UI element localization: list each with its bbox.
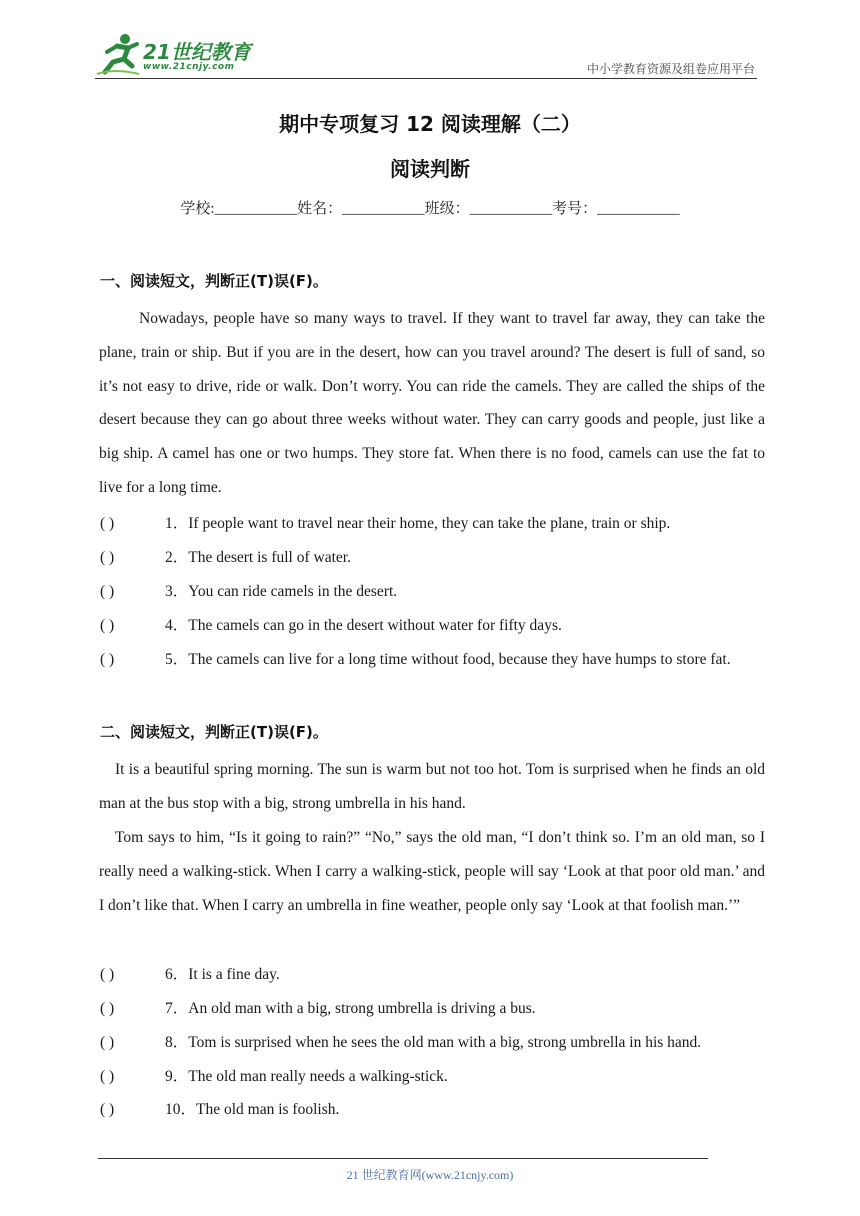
student-info-line: 学校:___________姓名：___________班级：___________考号：___________ [180,201,680,217]
answer-blank[interactable]: ( ) [100,966,115,983]
question-10 [100,1097,339,1119]
question-9 [100,1064,448,1086]
logo-url: www.21cnjy.com [143,62,235,72]
question-4 [100,613,562,635]
question-text: 10．The old man is foolish. [165,1101,340,1118]
answer-blank[interactable]: ( ) [100,617,115,634]
question-text: 7．An old man with a big, strong umbrella is driving a bus. [165,1000,536,1017]
question-7 [100,996,536,1018]
footer-divider [98,1158,708,1159]
footer-link[interactable]: 21 世纪教育网(www.21cnjy.com) [346,1168,514,1182]
question-text: 3．You can ride camels in the desert. [165,583,398,600]
question-1 [100,511,670,533]
question-6 [100,962,280,984]
section-2-passage-2: Tom says to him, “Is it going to rain?” “No,” says the old man, “I don’t think so. I’m an old man, so I really need a walking-stick. When I carry a walking-stick, people will say ‘Look at that poor old man.’ and I don’t like that. When I carry an umbrella in fine weather, people only say ‘Look at that foolish man.’” [99,829,765,914]
question-text: 8．Tom is surprised when he sees the old man with a big, strong umbrella in his hand. [165,1034,702,1051]
logo [95,32,265,78]
question-2 [100,545,351,567]
runner-logo-icon [95,32,141,78]
section-2-heading: 二、阅读短文，判断正(T)误(F)。 [100,723,328,741]
section-1-heading: 一、阅读短文，判断正(T)误(F)。 [100,272,328,290]
answer-blank[interactable]: ( ) [100,651,115,668]
section-1-passage: Nowadays, people have so many ways to travel. If they want to travel far away, they can take the plane, train or ship. But if you are in the desert, how can you travel around? The desert is full of sand, so it’s not easy to drive, ride or walk. Don’t worry. You can ride the camels. They are called the ships of the desert because they can go about three weeks without water. They can carry goods and people, just like a big ship. A camel has one or two humps. They store fat. When there is no food, camels can use the fat to live for a long time. [99,310,765,496]
question-5 [100,647,731,669]
answer-blank[interactable]: ( ) [100,1034,115,1051]
section-2-passage-1: It is a beautiful spring morning. The sun is warm but not too hot. Tom is surprised when he finds an old man at the bus stop with a big, strong umbrella in his hand. [99,761,765,812]
answer-blank[interactable]: ( ) [100,1000,115,1017]
question-3 [100,579,397,601]
page-subtitle: 阅读判断 [390,157,470,181]
page-title: 期中专项复习 12 阅读理解（二） [279,112,581,136]
logo-text: 21世纪教育 [143,40,251,64]
question-text: 1．If people want to travel near their home, they can take the plane, train or ship. [165,515,671,532]
question-text: 9．The old man really needs a walking-stick. [165,1068,448,1085]
question-text: 2．The desert is full of water. [165,549,351,566]
header-platform-text: 中小学教育资源及组卷应用平台 [586,62,755,76]
question-text: 4．The camels can go in the desert without water for fifty days. [165,617,562,634]
answer-blank[interactable]: ( ) [100,549,115,566]
answer-blank[interactable]: ( ) [100,1068,115,1085]
answer-blank[interactable]: ( ) [100,1101,115,1118]
answer-blank[interactable]: ( ) [100,515,115,532]
question-text: 6．It is a fine day. [165,966,280,983]
answer-blank[interactable]: ( ) [100,583,115,600]
question-text: 5．The camels can live for a long time without food, because they have humps to store fat. [165,651,731,668]
question-8 [100,1030,701,1052]
page-header [95,32,757,79]
